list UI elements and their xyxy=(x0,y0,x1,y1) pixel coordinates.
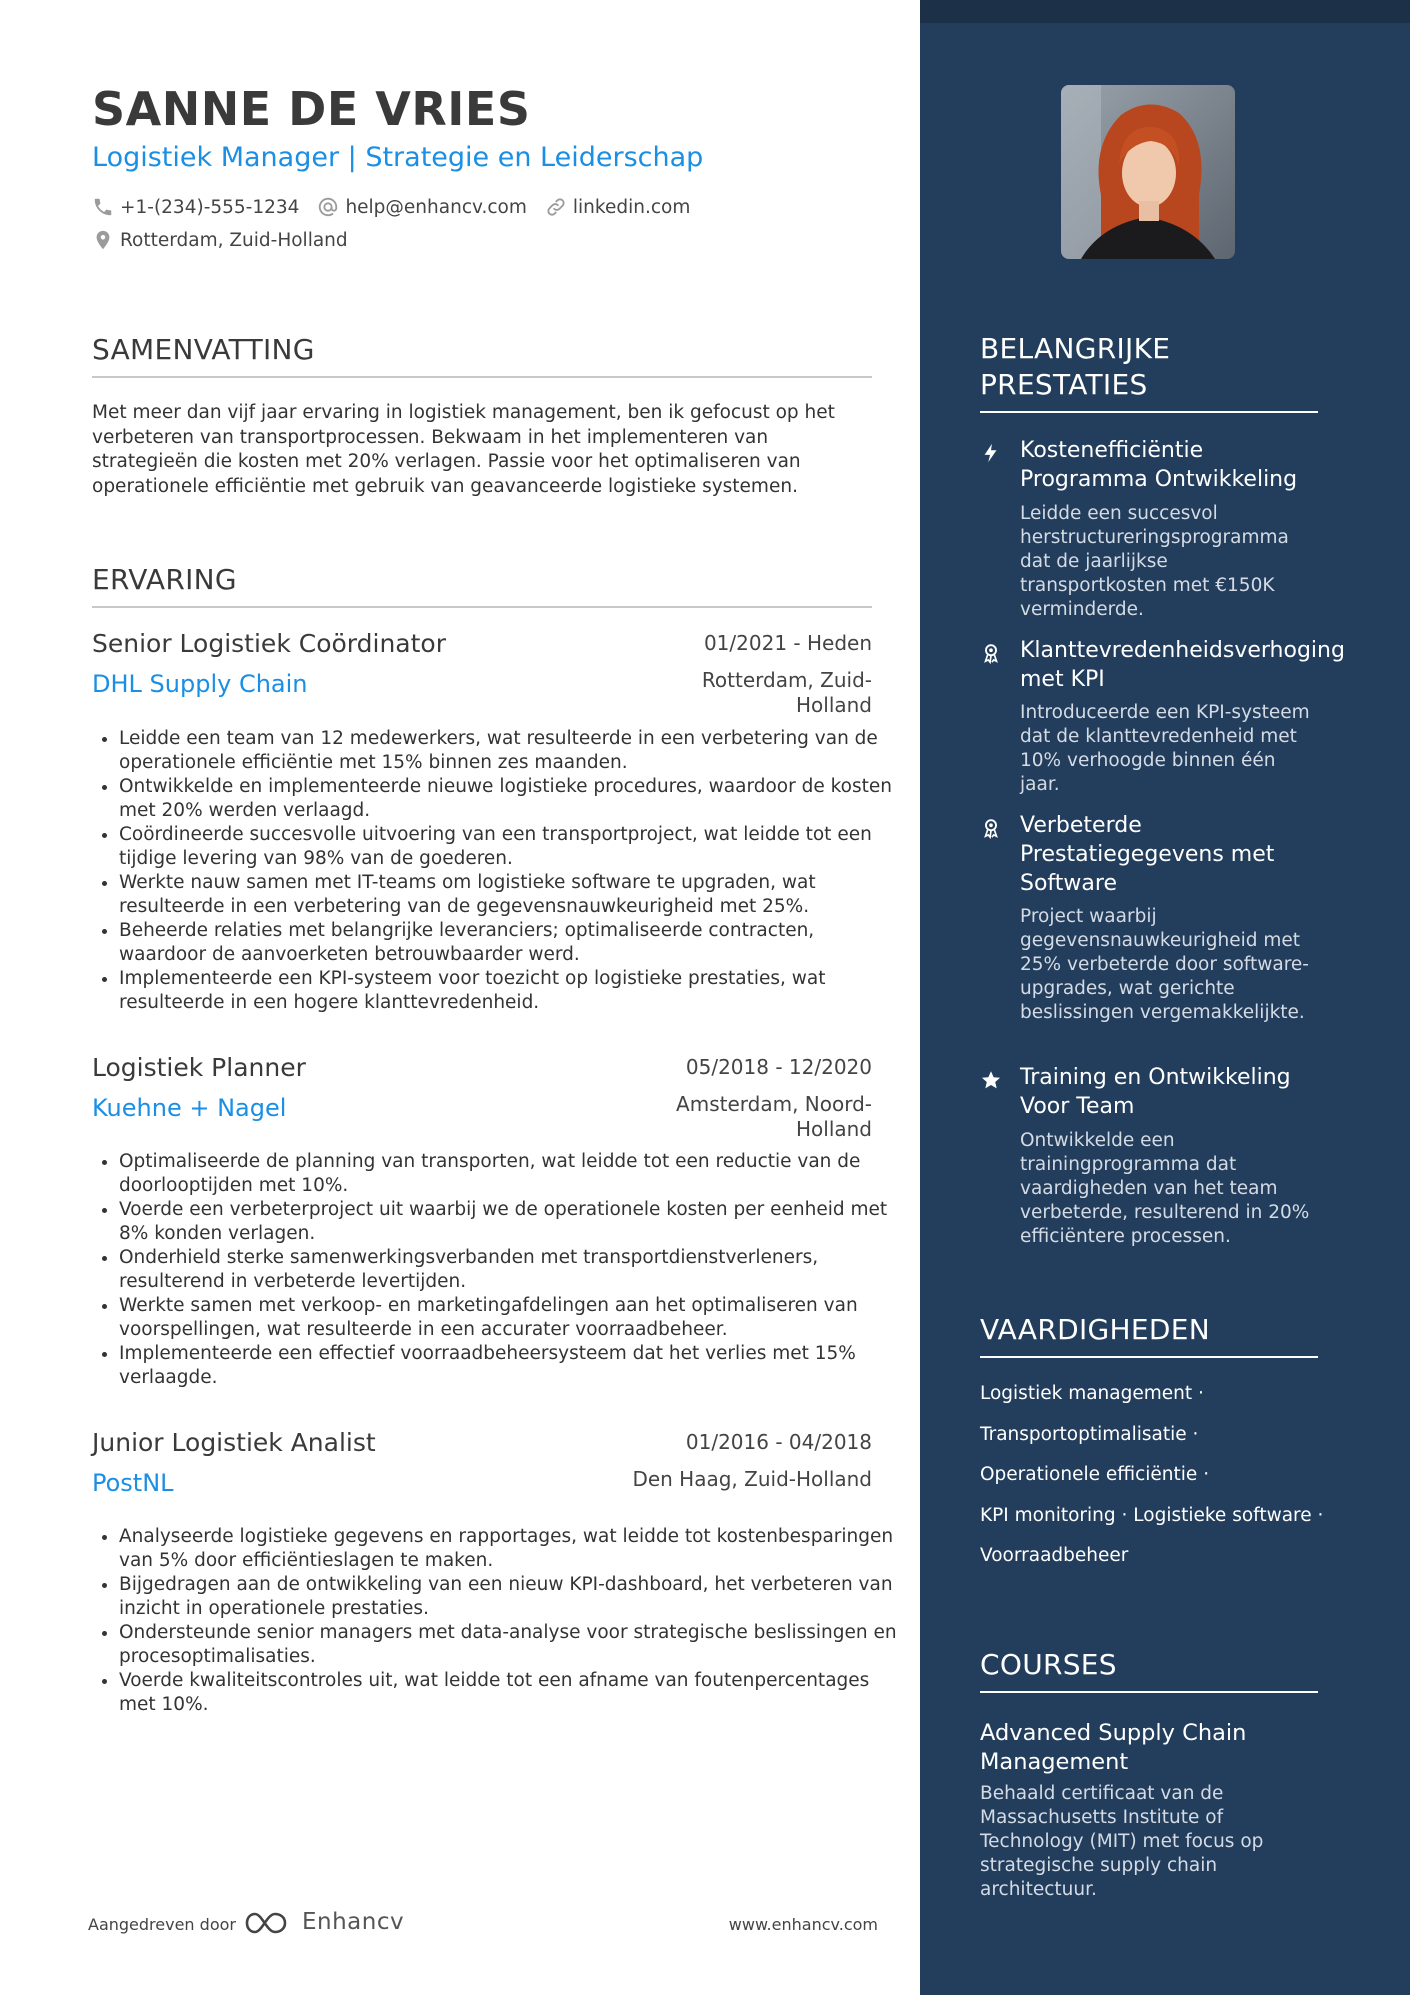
achievement-title: Verbeterde Prestatiegegevens met Software xyxy=(1020,813,1275,896)
award-icon xyxy=(980,642,1002,664)
achievement-title: Klanttevredenheidsverhoging met KPI xyxy=(1020,638,1345,692)
job-bullets xyxy=(92,1525,899,1717)
achievement-title: Training en Ontwikkeling Voor Team xyxy=(1020,1065,1291,1119)
bullet-item: • Analyseerde logistieke gegevens en rapportages, wat leidde tot kostenbesparingen van 5% door efficiëntieslagen te maken. xyxy=(119,1525,899,1573)
contact-phone xyxy=(92,196,299,218)
bullet-item: • Onderhield sterke samenwerkingsverbanden met transportdienstverleners, resulterend in verbeterde levertijden. xyxy=(119,1246,899,1294)
linkedin-link[interactable]: linkedin.com xyxy=(572,196,691,218)
bullet-item: • Bijgedragen aan de ontwikkeling van een nieuw KPI-dashboard, het verbeteren van inzicht in operationele prestaties. xyxy=(119,1573,899,1621)
job-location: Den Haag, Zuid-Holland xyxy=(632,1467,872,1491)
bullet-item: • Ondersteunde senior managers met data-analyse voor strategische beslissingen en procesoptimalisaties. xyxy=(119,1621,899,1669)
job-location: Rotterdam, Zuid-Holland xyxy=(701,668,872,717)
bullet-item: • Werkte nauw samen met IT-teams om logistieke software te upgraden, wat resulteerde in een verbetering van de gegevensnauwkeurigheid met 25%. xyxy=(119,871,899,919)
courses-heading: COURSES xyxy=(980,1647,1318,1693)
skill-tag: Voorraadbeheer xyxy=(980,1545,1129,1566)
achievements-heading: BELANGRIJKE PRESTATIES xyxy=(980,331,1318,413)
skill-tag: Logistieke software xyxy=(1133,1504,1312,1526)
job-bullets xyxy=(92,1150,899,1390)
job-title: Logistiek Planner xyxy=(92,1053,306,1082)
profile-photo xyxy=(1061,85,1235,259)
skills-heading: VAARDIGHEDEN xyxy=(980,1312,1318,1358)
bullet-item: • Ontwikkelde en implementeerde nieuwe logistieke procedures, waardoor de kosten met 20% werden verlaagd. xyxy=(119,775,899,823)
phone-icon xyxy=(92,196,114,218)
bullet-item: • Leidde een team van 12 medewerkers, wat resulteerde in een verbetering van de operationele efficiëntie met 15% binnen zes maanden. xyxy=(119,727,899,775)
experience-heading: ERVARING xyxy=(92,563,872,608)
bullet-item: • Implementeerde een KPI-systeem voor toezicht op logistieke prestaties, wat resulteerde in een hogere klanttevredenheid. xyxy=(119,967,899,1015)
achievement-description: Project waarbij gegevensnauwkeurigheid met 25% verbeterde door software-upgrades, wat gerichte beslissingen vergemakkelijkte. xyxy=(1020,906,1309,1023)
skill-tag: KPI monitoring xyxy=(980,1504,1116,1526)
link-icon xyxy=(545,196,567,218)
bullet-item: • Optimaliseerde de planning van transporten, wat leidde tot een reductie van de doorlooptijden met 10%. xyxy=(119,1150,899,1198)
job-company[interactable]: PostNL xyxy=(92,1469,174,1497)
job-dates: 01/2021 - Heden xyxy=(703,631,872,655)
award-icon xyxy=(980,817,1002,839)
lightning-icon xyxy=(980,442,1002,464)
achievement-description: Ontwikkelde een trainingprogramma dat vaardigheden van het team verbeterde, resulterend in 20% efficiëntere processen. xyxy=(1020,1130,1310,1247)
job-dates: 01/2016 - 04/2018 xyxy=(685,1430,872,1454)
bullet-item: • Voerde een verbeterproject uit waarbij we de operationele kosten per eenheid met 8% konden verlagen. xyxy=(119,1198,899,1246)
course-title: Advanced Supply Chain Management xyxy=(980,1720,1247,1775)
contact-location xyxy=(92,229,348,251)
bullet-item: • Implementeerde een effectief voorraadbeheersysteem dat het verlies met 15% verlaagde. xyxy=(119,1342,899,1390)
sidebar-top-bar xyxy=(920,0,1410,23)
enhancv-logo-icon xyxy=(243,1907,293,1939)
contact-row xyxy=(92,196,708,218)
brand-name: Enhancv xyxy=(302,1909,405,1935)
email-link[interactable]: help@enhancv.com xyxy=(345,196,527,218)
headline: Logistiek Manager | Strategie en Leiderschap xyxy=(92,142,704,173)
location-row xyxy=(92,229,366,251)
star-icon xyxy=(980,1069,1002,1091)
achievement-title: Kostenefficiëntie Programma Ontwikkeling xyxy=(1020,438,1298,492)
footer xyxy=(88,1905,878,1945)
contact-linkedin[interactable] xyxy=(545,196,690,218)
achievement-description: Introduceerde een KPI-systeem dat de klanttevredenheid met 10% verhoogde binnen één jaar. xyxy=(1020,702,1310,795)
bullet-item: • Voerde kwaliteitscontroles uit, wat leidde tot een afname van foutenpercentages met 10%. xyxy=(119,1669,899,1717)
job-dates: 05/2018 - 12/2020 xyxy=(685,1055,872,1079)
powered-by-label: Aangedreven door xyxy=(88,1915,236,1934)
job-title: Senior Logistiek Coördinator xyxy=(92,629,446,658)
footer-url[interactable]: www.enhancv.com xyxy=(728,1915,878,1934)
course-description: Behaald certificaat van de Massachusetts Institute of Technology (MIT) met focus op strategische supply chain architectuur. xyxy=(980,1783,1264,1900)
summary-heading: SAMENVATTING xyxy=(92,333,872,378)
phone-text: +1-(234)-555-1234 xyxy=(120,196,300,218)
job-title: Junior Logistiek Analist xyxy=(92,1428,376,1457)
at-icon xyxy=(317,196,339,218)
achievement-description: Leidde een succesvol herstructureringsprogramma dat de jaarlijkse transportkosten met €150K verminderde. xyxy=(1020,503,1289,620)
contact-email[interactable] xyxy=(317,196,526,218)
location-pin-icon xyxy=(92,229,114,251)
job-location: Amsterdam, Noord-Holland xyxy=(676,1092,872,1141)
candidate-name: SANNE DE VRIES xyxy=(92,82,531,136)
location-text: Rotterdam, Zuid-Holland xyxy=(120,229,348,251)
job-company[interactable]: Kuehne + Nagel xyxy=(92,1094,287,1122)
skills-list: Logistiek management · Transportoptimalisatie · Operationele efficiëntie · KPI monitoring · Logistieke software · Voorraadbeheer xyxy=(980,1383,1324,1566)
skill-tag: Operationele efficiëntie xyxy=(980,1464,1198,1485)
bullet-item: • Beheerde relaties met belangrijke leveranciers; optimaliseerde contracten, waardoor de aanvoerketen betrouwbaarder werd. xyxy=(119,919,899,967)
summary-text: Met meer dan vijf jaar ervaring in logistiek management, ben ik gefocust op het verbeteren van transportprocessen. Bekwaam in het implementeren van strategieën die kosten met 20% verlagen. Passie voor het optimaliseren van operationele efficiëntie met gebruik van geavanceerde logistieke systemen. xyxy=(92,402,835,497)
bullet-item: • Werkte samen met verkoop- en marketingafdelingen aan het optimaliseren van voorspellingen, wat resulteerde in een accurater voorraadbeheer. xyxy=(119,1294,899,1342)
skill-tag: Logistiek management xyxy=(980,1383,1193,1404)
job-company[interactable]: DHL Supply Chain xyxy=(92,670,308,698)
job-bullets xyxy=(92,727,899,1015)
skill-tag: Transportoptimalisatie xyxy=(980,1423,1187,1445)
bullet-item: • Coördineerde succesvolle uitvoering van een transportproject, wat leidde tot een tijdige levering van 98% van de goederen. xyxy=(119,823,899,871)
